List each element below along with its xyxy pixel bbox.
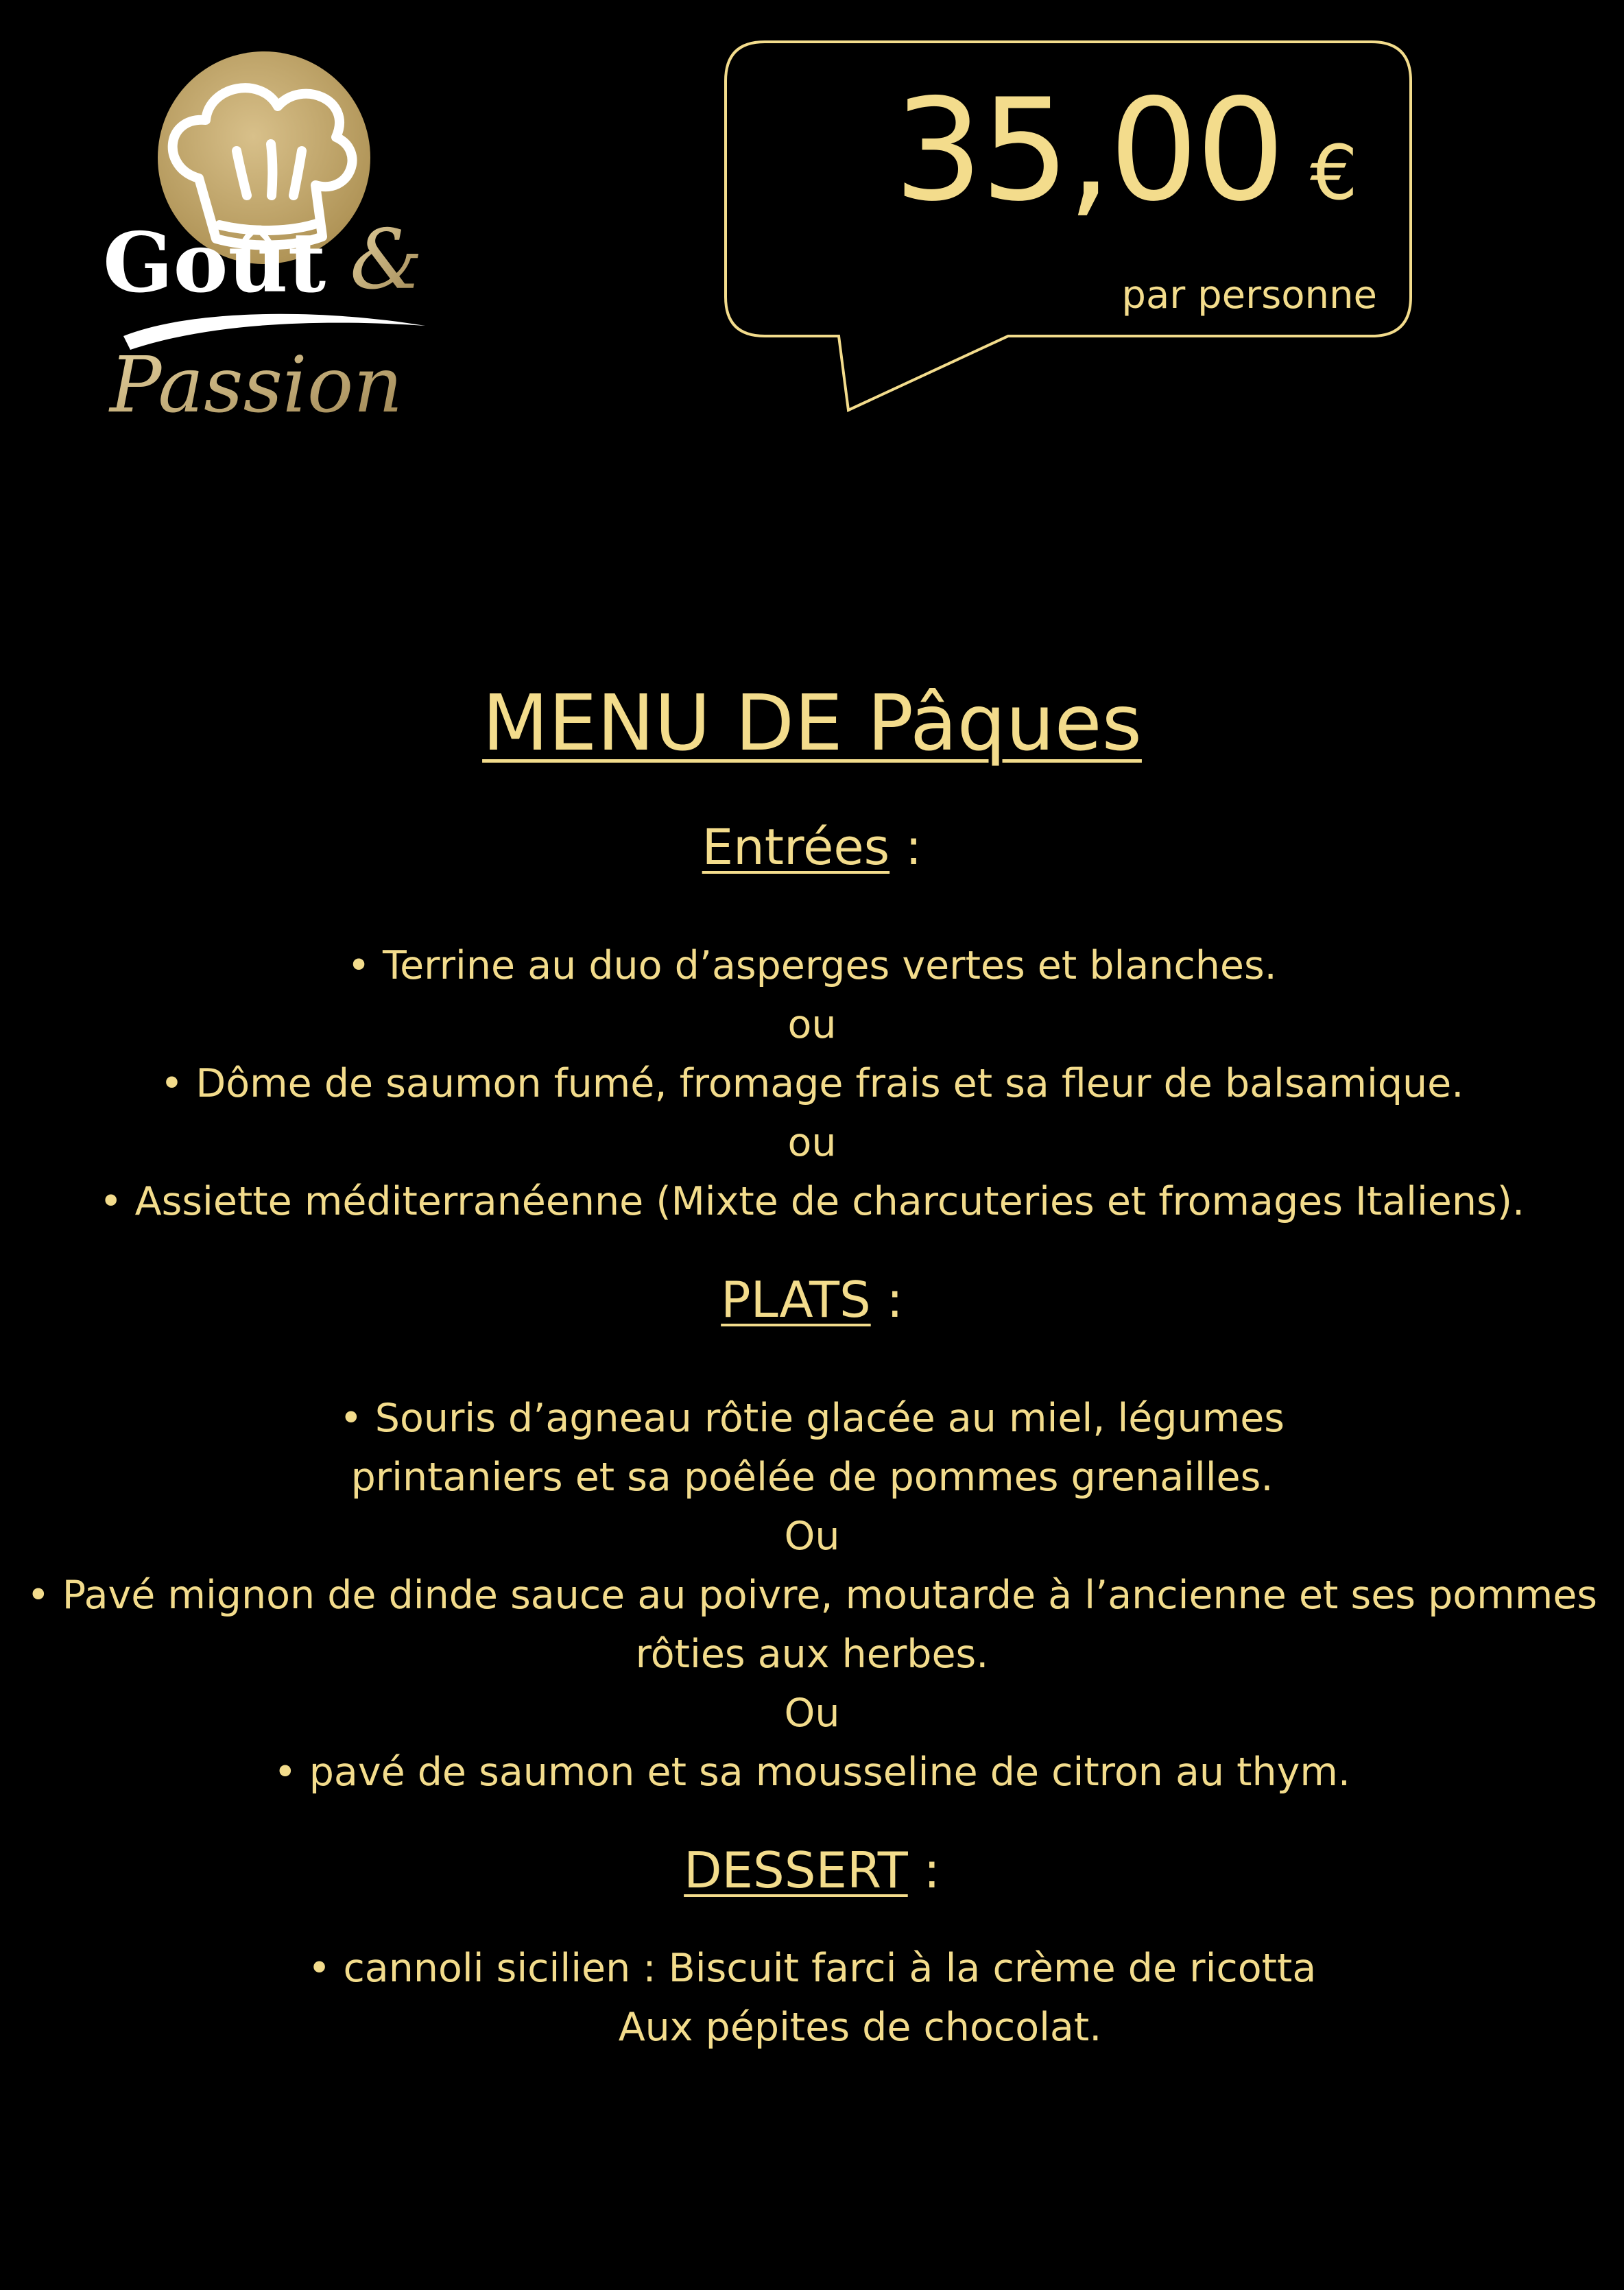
section-heading-entrees <box>0 813 1624 881</box>
price-currency: € <box>1310 129 1358 217</box>
menu-item: • Dôme de saumon fumé, fromage frais et sa fleur de balsamique. <box>160 1061 1464 1106</box>
logo-ampersand: & <box>350 213 423 308</box>
price-bubble <box>724 40 1413 414</box>
menu-separator: ou <box>787 1002 837 1047</box>
menu-item: • Terrine au duo d’asperges vertes et blanches. <box>347 943 1277 988</box>
logo-graphic <box>96 48 439 446</box>
logo-word-gout: Goût <box>103 215 326 311</box>
price-value: 35,00 <box>894 69 1282 232</box>
plats-heading-label: PLATS <box>721 1271 871 1328</box>
menu-title: MENU DE Pâques <box>482 679 1142 768</box>
price-per-person: par personne <box>1121 273 1377 318</box>
menu-item: • pavé de saumon et sa mousseline de citron au thym. <box>273 1750 1350 1795</box>
gout-et-passion-logo <box>96 48 439 446</box>
dessert-heading-colon: : <box>907 1841 940 1899</box>
menu-item: • cannoli sicilien : Biscuit farci à la crème de ricotta <box>307 1946 1317 1991</box>
menu-separator: Ou <box>784 1514 840 1559</box>
menu-separator: ou <box>787 1120 837 1165</box>
menu-item: • Pavé mignon de dinde sauce au poivre, moutarde à l’ancienne et ses pommes <box>27 1573 1597 1618</box>
plats-heading-colon: : <box>870 1271 903 1328</box>
menu-item: • Souris d’agneau rôtie glacée au miel, légumes <box>339 1396 1285 1441</box>
menu <box>0 669 1624 2057</box>
menu-item-continued: rôties aux herbes. <box>635 1632 989 1677</box>
menu-item-continued: printaniers et sa poêlée de pommes grenailles. <box>350 1455 1274 1500</box>
menu-separator: Ou <box>784 1691 840 1736</box>
dessert-heading-label: DESSERT <box>684 1841 908 1899</box>
menu-item-continued: Aux pépites de chocolat. <box>618 2005 1102 2050</box>
entrees-heading-colon: : <box>889 818 922 876</box>
entrees-heading-label: Entrées <box>702 818 890 876</box>
menu-item: • Assiette méditerranéenne (Mixte de charcuteries et fromages Italiens). <box>99 1179 1525 1224</box>
price-amount <box>894 69 1358 232</box>
section-heading-dessert <box>0 1836 1624 1905</box>
section-heading-plats <box>0 1265 1624 1334</box>
logo-word-passion: Passion <box>110 341 403 430</box>
